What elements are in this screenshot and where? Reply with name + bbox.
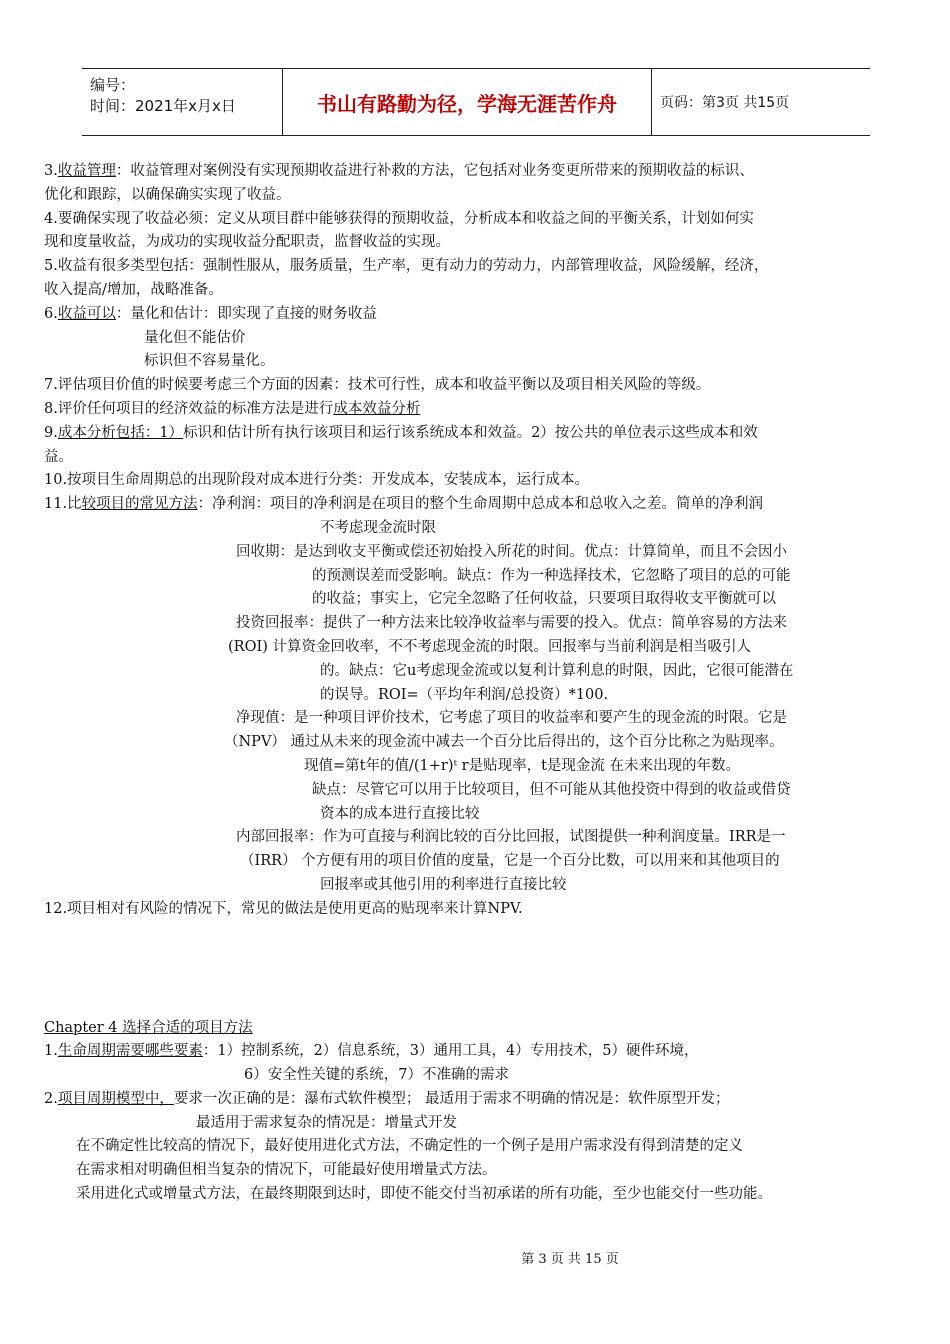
paragraph-11-k: （NPV） 通过从未来的现金流中减去一个百分比后得出的，这个百分比称之为贴现率。 (224, 734, 784, 751)
paragraph-8 (44, 398, 894, 422)
item-number: 1. (44, 1043, 58, 1060)
chapter-item-2-c: 在不确定性比较高的情况下，最好使用进化式方法，不确定性的一个例子是用户需求没有得到清楚的定义 (76, 1138, 743, 1155)
page-header (82, 68, 870, 136)
serial-label: 编号： (90, 76, 136, 94)
underlined-term: 生命周期需要哪些要素 (57, 1043, 203, 1060)
paragraph-11-b: 不考虑现金流时限 (320, 519, 436, 536)
paragraph-11-q: 回报率或其他引用的利率进行直接比较 (320, 876, 567, 893)
underlined-term: 成本效益分析 (333, 400, 421, 417)
text-span: ：收益管理对案例没有实现预期收益进行补救的方法，它包括对业务变更所带来的预期收益的标识、 (115, 163, 754, 179)
text-span: ：量化和估计：即实现了直接的财务收益 (115, 305, 377, 322)
paragraph-11-m: 缺点：尽管它可以用于比较项目，但不可能从其他投资中得到的收益或借贷 (312, 781, 791, 798)
date-label: 时间：2021年x月x日 (90, 97, 236, 115)
paragraph-5-cont: 收入提高/增加，战略准备。 (44, 281, 223, 298)
underlined-term: 收益管理 (57, 163, 116, 179)
header-page-number: 页码：第3页 共15页 (660, 95, 790, 111)
paragraph-5: 5.收益有很多类型包括：强制性服从，服务质量，生产率，更有动力的劳动力，内部管理收益，风险缓解，经济， (44, 258, 769, 275)
paragraph-11-o: 内部回报率：作为可直接与利润比较的百分比回报，试图提供一种利润度量。IRR是一 (236, 829, 786, 846)
text-span: 8.评价任何项目的经济效益的标准方法是进行 (44, 400, 334, 417)
chapter-item-1-cont: 6）安全性关键的系统，7）不准确的需求 (244, 1067, 509, 1084)
header-meta (82, 69, 282, 135)
paragraph-11-h: 的。缺点：它u考虑现金流或以复利计算利息的时限，因此，它很可能潜在 (320, 662, 794, 679)
underlined-term: 成本分析包括：1） (57, 424, 184, 441)
underlined-term: 项目周期模型中， (57, 1090, 174, 1107)
underlined-term: 收益可以 (57, 305, 116, 322)
paragraph-4-cont: 现和度量收益，为成功的实现收益分配职责，监督收益的实现。 (44, 234, 450, 251)
paragraph-11-g: (ROI) 计算资金回收率，不不考虑现金流的时限。回报率与当前利润是相当吸引人 (228, 638, 751, 655)
chapter-heading: Chapter 4 选择合适的项目方法 (44, 1019, 253, 1036)
paragraph-3-cont: 优化和跟踪，以确保确实实现了收益。 (44, 186, 291, 203)
paragraph-11 (44, 493, 894, 517)
item-number: 9. (44, 424, 58, 441)
paragraph-11-l: 现值=第t年的值/(1+r)ᵗ r是贴现率，t是现金流 在未来出现的年数。 (304, 757, 741, 774)
paragraph-9-cont: 益。 (44, 448, 73, 465)
chapter-item-2 (44, 1088, 894, 1112)
item-number: 2. (44, 1090, 58, 1107)
paragraph-7: 7.评估项目价值的时候要考虑三个方面的因素：技术可行性，成本和收益平衡以及项目相关风险的等级。 (44, 377, 711, 394)
paragraph-6-c: 标识但不容易量化。 (144, 353, 275, 370)
paragraph-9 (44, 422, 894, 446)
paragraph-6-b: 量化但不能估价 (144, 329, 246, 346)
section-gap (44, 922, 894, 1017)
item-number: 3. (44, 163, 58, 179)
paragraph-11-d: 的预测误差而受影响。缺点：作为一种选择技术，它忽略了项目的总的可能 (312, 567, 791, 584)
paragraph-3 (44, 160, 894, 184)
paragraph-11-j: 净现值：是一种项目评价技术，它考虑了项目的收益率和要产生的现金流的时限。它是 (236, 710, 787, 727)
item-number: 11.比 (44, 496, 82, 513)
paragraph-11-e: 的收益；事实上，它完全忽略了任何收益，只要项目取得收支平衡就可以 (312, 591, 776, 608)
text-span: ：1）控制系统，2）信息系统，3）通用工具，4）专用技术，5）硬件环境， (202, 1043, 699, 1060)
chapter-item-2-d: 在需求相对明确但相当复杂的情况下，可能最好使用增量式方法。 (76, 1162, 497, 1179)
chapter-item-1 (44, 1040, 894, 1064)
chapter-item-2-b: 最适用于需求复杂的情况是：增量式开发 (196, 1114, 457, 1131)
paragraph-11-c: 回收期：是达到收支平衡或偿还初始投入所花的时间。优点：计算简单，而且不会因小 (236, 543, 787, 560)
document-body (44, 160, 894, 1207)
page-footer: 第 3 页 共 15 页 (521, 1252, 619, 1267)
paragraph-6 (44, 303, 894, 327)
paragraph-11-n: 资本的成本进行直接比较 (320, 805, 480, 822)
text-span: 标识和估计所有执行该项目和运行该系统成本和效益。2）按公共的单位表示这些成本和效 (183, 424, 758, 441)
paragraph-10: 10.按项目生命周期总的出现阶段对成本进行分类：开发成本，安装成本，运行成本。 (44, 472, 590, 489)
chapter-item-2-e: 采用进化式或增量式方法，在最终期限到达时，即使不能交付当初承诺的所有功能，至少也能交付一些功能。 (76, 1186, 772, 1203)
text-span: ：净利润：项目的净利润是在项目的整个生命周期中总成本和总收入之差。简单的净利润 (197, 496, 764, 513)
paragraph-11-f: 投资回报率：提供了一种方法来比较净收益率与需要的投入。优点：简单容易的方法来 (236, 615, 787, 632)
header-motto: 书山有路勤为径，学海无涯苦作舟 (282, 69, 652, 135)
paragraph-4: 4.要确保实现了收益必须：定义从项目群中能够获得的预期收益，分析成本和收益之间的平衡关系，计划如何实 (44, 210, 754, 227)
text-span: 要求一次正确的是：瀑布式软件模型； 最适用于需求不明确的情况是：软件原型开发； (173, 1090, 730, 1107)
paragraph-11-i: 的误导。ROI=（平均年利润/总投资）*100. (320, 686, 609, 703)
underlined-term: 较项目的常见方法 (81, 496, 198, 513)
item-number: 6. (44, 305, 58, 322)
paragraph-12: 12.项目相对有风险的情况下，常见的做法是使用更高的贴现率来计算NPV. (44, 900, 523, 917)
paragraph-11-p: （IRR） 个方便有用的项目价值的度量，它是一个百分比数，可以用来和其他项目的 (240, 853, 780, 870)
